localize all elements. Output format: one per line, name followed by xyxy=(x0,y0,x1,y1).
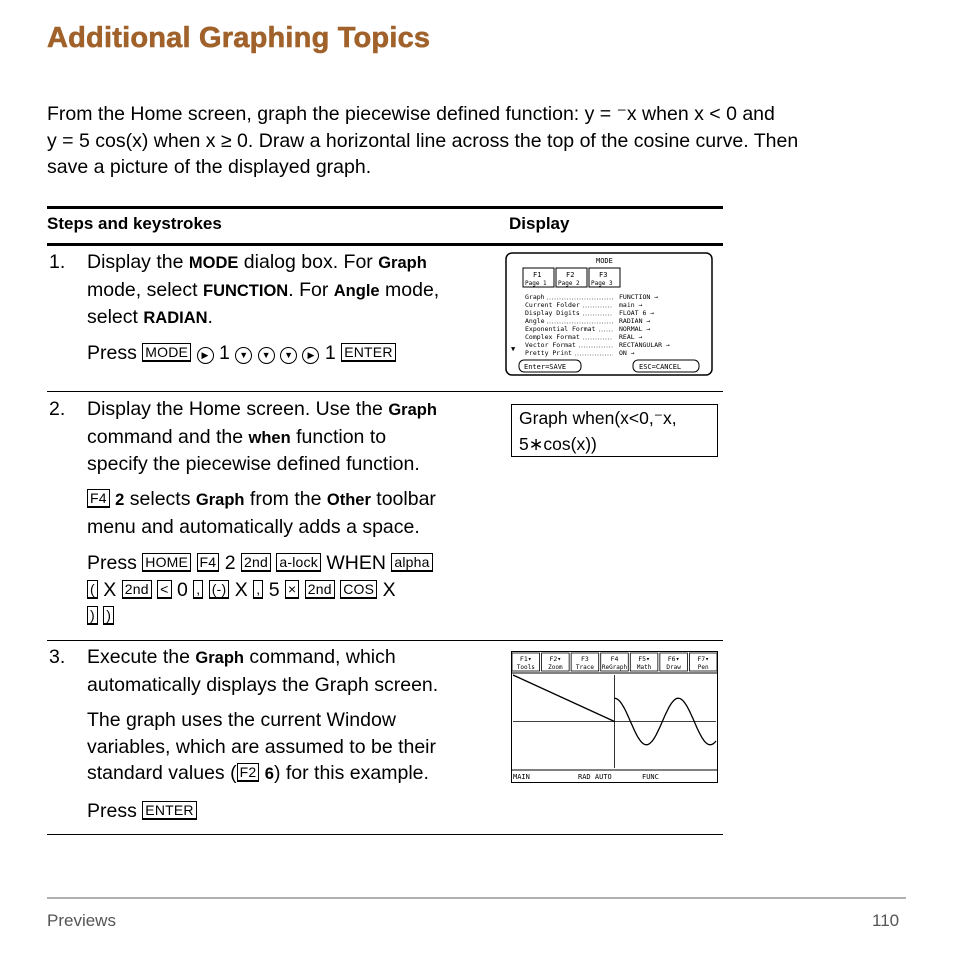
kw-graph: Graph xyxy=(388,401,437,419)
mode-setting-label: Display Digits xyxy=(525,309,580,317)
graph-tab-label: ReGraph xyxy=(601,664,628,671)
key-2nd: 2nd xyxy=(241,553,271,572)
footer-rule xyxy=(47,897,906,899)
home-screen-display xyxy=(511,404,718,457)
mode-dialog-title: MODE xyxy=(596,257,613,265)
table-header-rule xyxy=(47,243,723,246)
status-angle-mode: RAD AUTO xyxy=(578,773,612,781)
intro-line-1: From the Home screen, graph the piecewise defined function: y = ⁻x when x < 0 and xyxy=(47,103,775,125)
key-enter: ENTER xyxy=(341,343,395,362)
kw-graph: Graph xyxy=(378,254,427,272)
step-1-number: 1. xyxy=(49,251,66,273)
key-comma: , xyxy=(193,580,203,599)
graph-tab-key: F4 xyxy=(610,655,619,663)
key-negate: (-) xyxy=(209,580,230,599)
kw-angle: Angle xyxy=(333,281,380,300)
kw-other: Other xyxy=(326,491,371,509)
mode-tab-f3-label: Page 3 xyxy=(591,280,613,287)
graph-tab-label: Draw xyxy=(666,664,681,671)
mode-setting-value[interactable]: NORMAL → xyxy=(619,325,651,333)
mode-setting-label: Angle xyxy=(525,317,545,325)
scroll-down-icon: ▼ xyxy=(511,345,516,353)
key-home: HOME xyxy=(142,553,191,572)
key-2nd: 2nd xyxy=(305,580,335,599)
mode-setting-value[interactable]: main → xyxy=(619,301,643,309)
key-f4: F4 xyxy=(197,553,220,572)
key-f4: F4 xyxy=(87,489,110,508)
graph-tab-label: Pen xyxy=(697,664,709,671)
page-title: Additional Graphing Topics xyxy=(47,22,431,54)
key-cos: COS xyxy=(340,580,377,599)
mode-setting-label: Graph xyxy=(525,293,545,301)
intro-paragraph xyxy=(47,101,917,181)
step-2-menu-note: F4 2 selects Graph from the Other toolbar menu and automatically adds a space. xyxy=(87,488,436,538)
kw-radian: RADIAN xyxy=(143,309,208,327)
kw-mode: MODE xyxy=(188,254,239,272)
mode-setting-label: Complex Format xyxy=(525,333,580,341)
step-3-window-note: The graph uses the current Window variables, which are assumed to be their standard values ( F2 6) for this example. xyxy=(87,709,437,784)
key-right-paren: ) xyxy=(87,606,98,625)
intro-line-2: y = 5 cos(x) when x ≥ 0. Draw a horizontal line across the top of the cosine curve. Then xyxy=(47,129,799,152)
mode-setting-label: Pretty Print xyxy=(525,349,572,357)
graph-tab-key: F5▾ xyxy=(638,655,650,663)
kw-function: FUNCTION xyxy=(202,281,289,300)
key-less-than: < xyxy=(157,580,171,599)
table-top-rule xyxy=(47,206,723,209)
graph-tab-key: F2▾ xyxy=(549,655,562,663)
step-3-text: Execute the Graph command, which automatically displays the Graph screen. xyxy=(87,646,439,696)
kw-graph: Graph xyxy=(195,491,245,509)
key-comma: , xyxy=(253,580,263,599)
step-2-text: Display the Home screen. Use the Graph command and the when function to specify the piecewise defined function. xyxy=(87,398,437,475)
mode-tab-f3: F3 xyxy=(599,271,608,279)
mode-enter-save-button: Enter=SAVE xyxy=(524,363,567,371)
mode-tab-f1: F1 xyxy=(533,271,542,279)
mode-tab-f2-label: Page 2 xyxy=(558,280,580,287)
key-2nd: 2nd xyxy=(122,580,152,599)
key-a-lock: a-lock xyxy=(276,553,321,572)
cursor-down-icon: ▼ xyxy=(258,347,275,364)
table-bottom-rule xyxy=(47,834,723,835)
mode-setting-value[interactable]: RADIAN → xyxy=(619,317,651,325)
step-3-number: 3. xyxy=(49,646,66,668)
kw-when: when xyxy=(248,428,291,447)
graph-tab-key: F7▾ xyxy=(697,655,710,663)
step-3-keystrokes: Press ENTER xyxy=(87,798,497,825)
row-divider xyxy=(47,640,723,641)
step-2-keystrokes: Press HOME F4 2 2nd a-lock WHEN alpha ( X 2nd < 0 , (-) X , 5 × 2nd COS X ) ) xyxy=(87,550,497,630)
graph-tab-key: F6▾ xyxy=(667,655,680,663)
key-f2: F2 xyxy=(237,763,260,782)
col-header-steps: Steps and keystrokes xyxy=(47,214,222,233)
mode-setting-label: Vector Format xyxy=(525,341,576,349)
step-1-text: Display the MODE dialog box. For Graph mode, select FUNCTION. For Angle mode, select RADIAN. xyxy=(87,251,440,328)
graph-tab-key: F1▾ xyxy=(519,655,532,663)
graph-screenshot xyxy=(511,651,718,783)
kw-graph: Graph xyxy=(195,649,244,667)
key-times: × xyxy=(285,580,299,599)
cursor-down-icon: ▼ xyxy=(280,347,297,364)
status-main: MAIN xyxy=(513,773,530,781)
cursor-down-icon: ▼ xyxy=(235,347,252,364)
graph-tab-label: Zoom xyxy=(548,664,563,671)
footer-section-name: Previews xyxy=(47,911,116,930)
key-enter: ENTER xyxy=(142,801,196,820)
mode-setting-value[interactable]: ON → xyxy=(619,349,635,357)
step-1-keystrokes: Press MODE ▶ 1 ▼ ▼ ▼ ▶ 1 ENTER xyxy=(87,340,497,367)
graph-tab-key: F3 xyxy=(581,655,589,663)
graph-tab-label: Math xyxy=(636,664,652,671)
mode-setting-value[interactable]: FUNCTION → xyxy=(619,293,659,301)
cursor-right-icon: ▶ xyxy=(197,347,214,364)
key-left-paren: ( xyxy=(87,580,98,599)
graph-tab-label: Tools xyxy=(516,664,535,671)
mode-tab-f1-label: Page 1 xyxy=(525,280,547,287)
col-header-display: Display xyxy=(509,214,570,233)
footer-page-number: 110 xyxy=(872,911,900,930)
graph-toolbar xyxy=(512,653,717,671)
key-right-paren: ) xyxy=(103,606,114,625)
key-alpha: alpha xyxy=(391,553,432,572)
cursor-right-icon: ▶ xyxy=(302,347,319,364)
mode-setting-value[interactable]: FLOAT 6 → xyxy=(619,309,655,317)
row-divider xyxy=(47,391,723,392)
mode-setting-label: Exponential Format xyxy=(525,325,596,333)
mode-dialog-screenshot xyxy=(505,252,713,376)
key-mode: MODE xyxy=(142,343,191,362)
home-entry-line-2: 5∗cos(x)) xyxy=(519,434,597,454)
graph-tab-label: Trace xyxy=(575,664,594,671)
intro-line-3: save a picture of the displayed graph. xyxy=(47,156,372,178)
mode-setting-value[interactable]: REAL → xyxy=(619,333,643,341)
step-2-number: 2. xyxy=(49,398,66,420)
mode-setting-label: Current Folder xyxy=(525,301,580,309)
mode-setting-value[interactable]: RECTANGULAR → xyxy=(619,341,670,349)
mode-tab-f2: F2 xyxy=(566,271,575,279)
mode-esc-cancel-button: ESC=CANCEL xyxy=(639,363,682,371)
status-graph-mode: FUNC xyxy=(642,773,659,781)
home-entry-line-1: Graph when(x<0,⁻x, xyxy=(519,408,677,428)
